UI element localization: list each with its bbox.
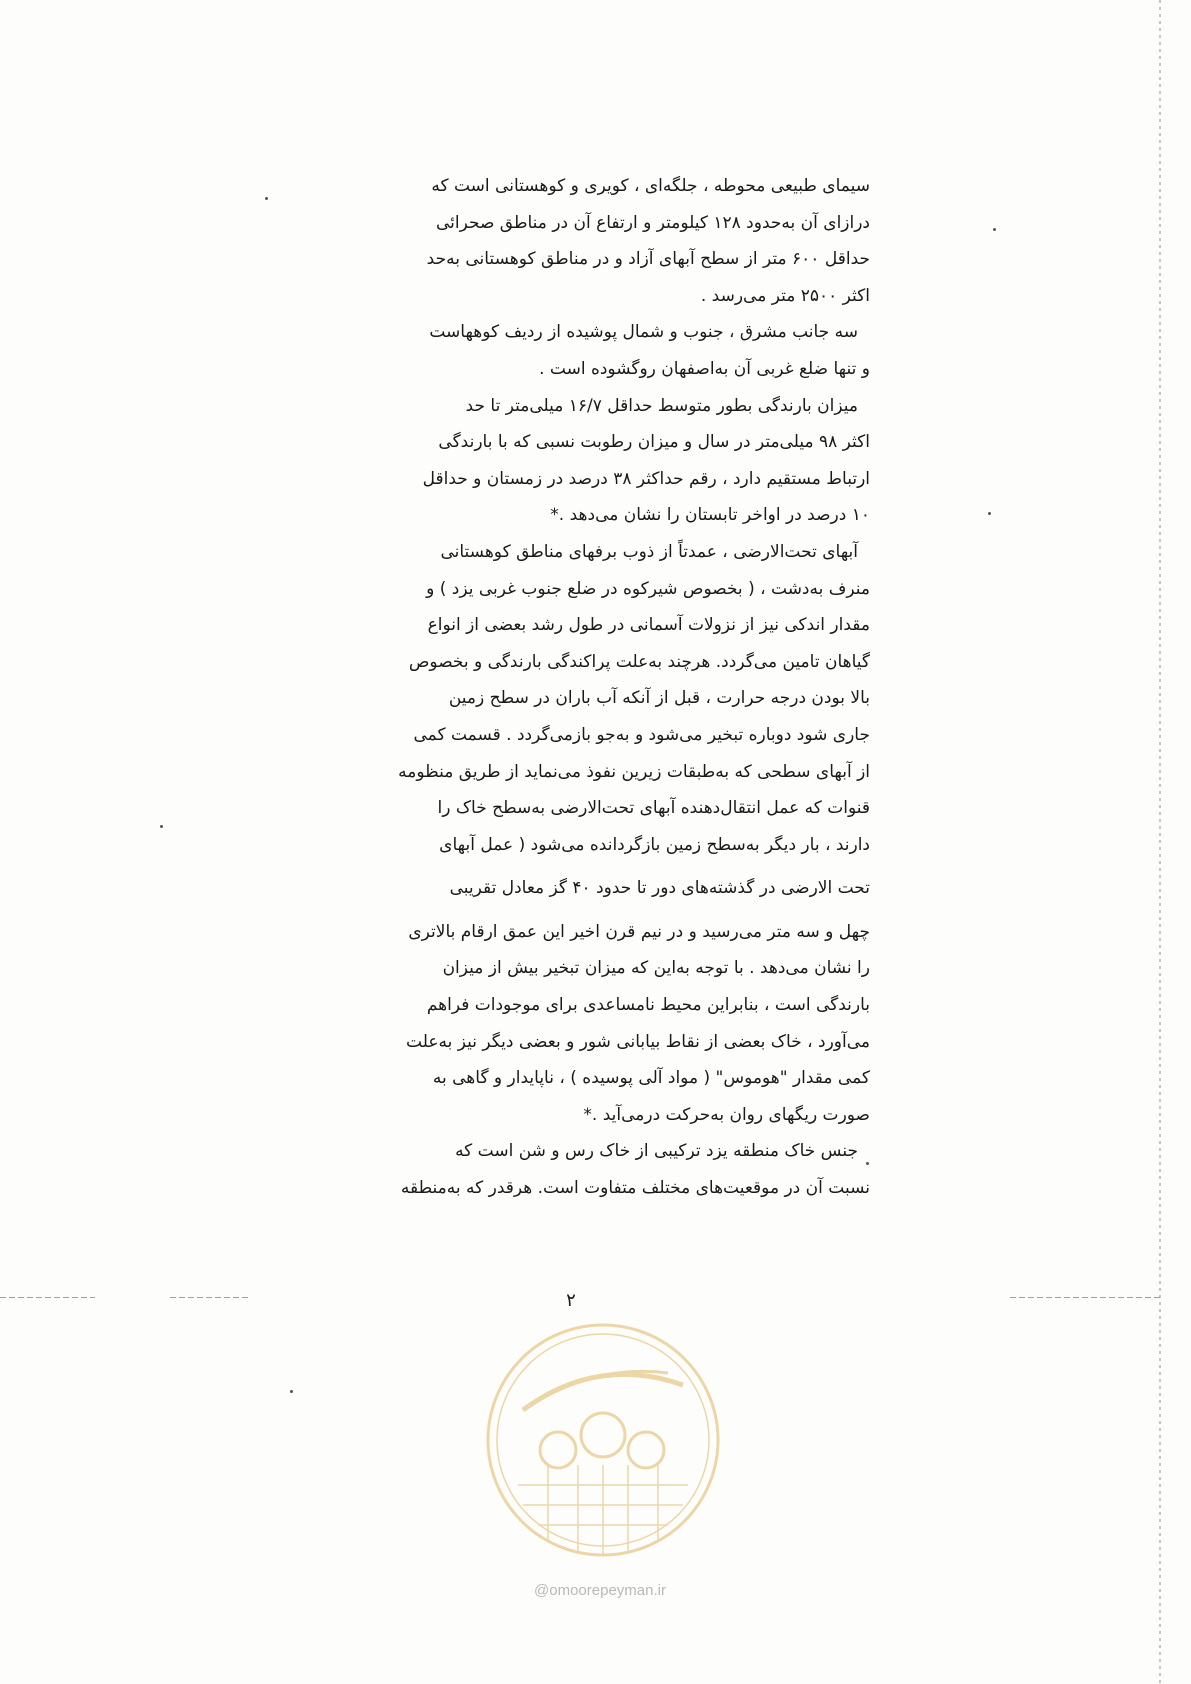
text-line: کمی مقدار "هوموس" ( مواد آلی پوسیده ) ، ناپایدار و گاهی به [432,1068,870,1089]
scan-dash-mid-left [170,1297,250,1298]
text-line: بالا بودن درجه حرارت ، قبل از آنکه آب باران در سطح زمین [448,688,870,709]
text-line: ارتباط مستقیم دارد ، رقم حداکثر ۳۸ درصد در زمستان و حداقل [422,468,870,489]
speck [988,512,991,515]
text-line: اکثر ۹۸ میلی‌متر در سال و میزان رطوبت نسبی که با بارندگی [438,432,870,453]
text-line: می‌آورد ، خاک بعضی از نقاط بیابانی شور و بعضی دیگر نیز به‌علت [406,1031,870,1052]
scan-dash-right [1010,1297,1160,1298]
speck [160,825,163,828]
scan-dash-left [0,1297,95,1298]
omoorepeyman-logo-watermark [478,1315,728,1565]
text-line: تحت الارضی در گذشته‌های دور تا حدود ۴۰ گز معادل تقریبی [449,878,870,899]
speck [993,228,996,231]
text-line: آبهای تحت‌الارضی ، عمدتاً از ذوب برفهای مناطق کوهستانی [440,541,858,562]
text-line: گیاهان تامین می‌گردد. هرچند به‌علت پراکندگی بارندگی و بخصوص [408,651,870,672]
text-line: سه جانب مشرق ، جنوب و شمال پوشیده از ردیف کوههاست [429,322,858,343]
text-line: صورت ریگهای روان به‌حرکت درمی‌آید .* [583,1104,870,1125]
text-line: درازای آن به‌حدود ۱۲۸ کیلومتر و ارتفاع آن در مناطق صحرائی [435,212,870,233]
text-line: حداقل ۶۰۰ متر از سطح آبهای آزاد و در مناطق کوهستانی به‌حد [426,249,870,270]
text-line: ۱۰ درصد در اواخر تابستان را نشان می‌دهد .* [550,505,870,526]
body-text [300,168,870,1207]
text-line: چهل و سه متر می‌رسید و در نیم قرن اخیر این عمق ارقام بالاتری [408,921,870,942]
text-line: را نشان می‌دهد . با توجه به‌این که میزان تبخیر بیش از میزان [442,958,870,979]
scan-edge-border [1159,0,1161,1684]
page-number: ۲ [566,1290,576,1311]
text-line: دارند ، بار دیگر به‌سطح زمین بازگردانده می‌شود ( عمل آبهای [439,834,870,855]
speck [265,197,268,200]
text-line: مقدار اندکی نیز از نزولات آسمانی در طول رشد بعضی از انواع [427,615,870,636]
speck [290,1390,293,1393]
text-line: اکثر ۲۵۰۰ متر می‌رسد . [700,285,870,306]
text-line: نسبت آن در موقعیت‌های مختلف متفاوت است. هرقدر که به‌منطقه [400,1178,870,1199]
text-line: بارندگی است ، بنابراین محیط نامساعدی برای موجودات فراهم [426,995,870,1016]
text-line: میزان بارندگی بطور متوسط حداقل ۱۶/۷ میلی‌متر تا حد [465,395,858,416]
text-line: و تنها ضلع غربی آن به‌اصفهان روگشوده است . [539,358,870,379]
text-line: قنوات که عمل انتقال‌دهنده آبهای تحت‌الارضی به‌سطح خاک را [437,798,870,819]
text-line: جنس خاک منطقه یزد ترکیبی از خاک رس و شن است که [455,1141,858,1162]
text-line: از آبهای سطحی که به‌طبقات زیرین نفوذ می‌نماید از طریق منظومه [398,761,870,782]
text-line: منرف به‌دشت ، ( بخصوص شیرکوه در ضلع جنوب غربی یزد ) و [426,578,870,599]
text-line: جاری شود دوباره تبخیر می‌شود و به‌جو بازمی‌گردد . قسمت کمی [413,724,870,745]
watermark-url: @omoorepeyman.ir [534,1582,666,1599]
text-line: سیمای طبیعی محوطه ، جلگه‌ای ، کویری و کوهستانی است که [431,176,870,196]
